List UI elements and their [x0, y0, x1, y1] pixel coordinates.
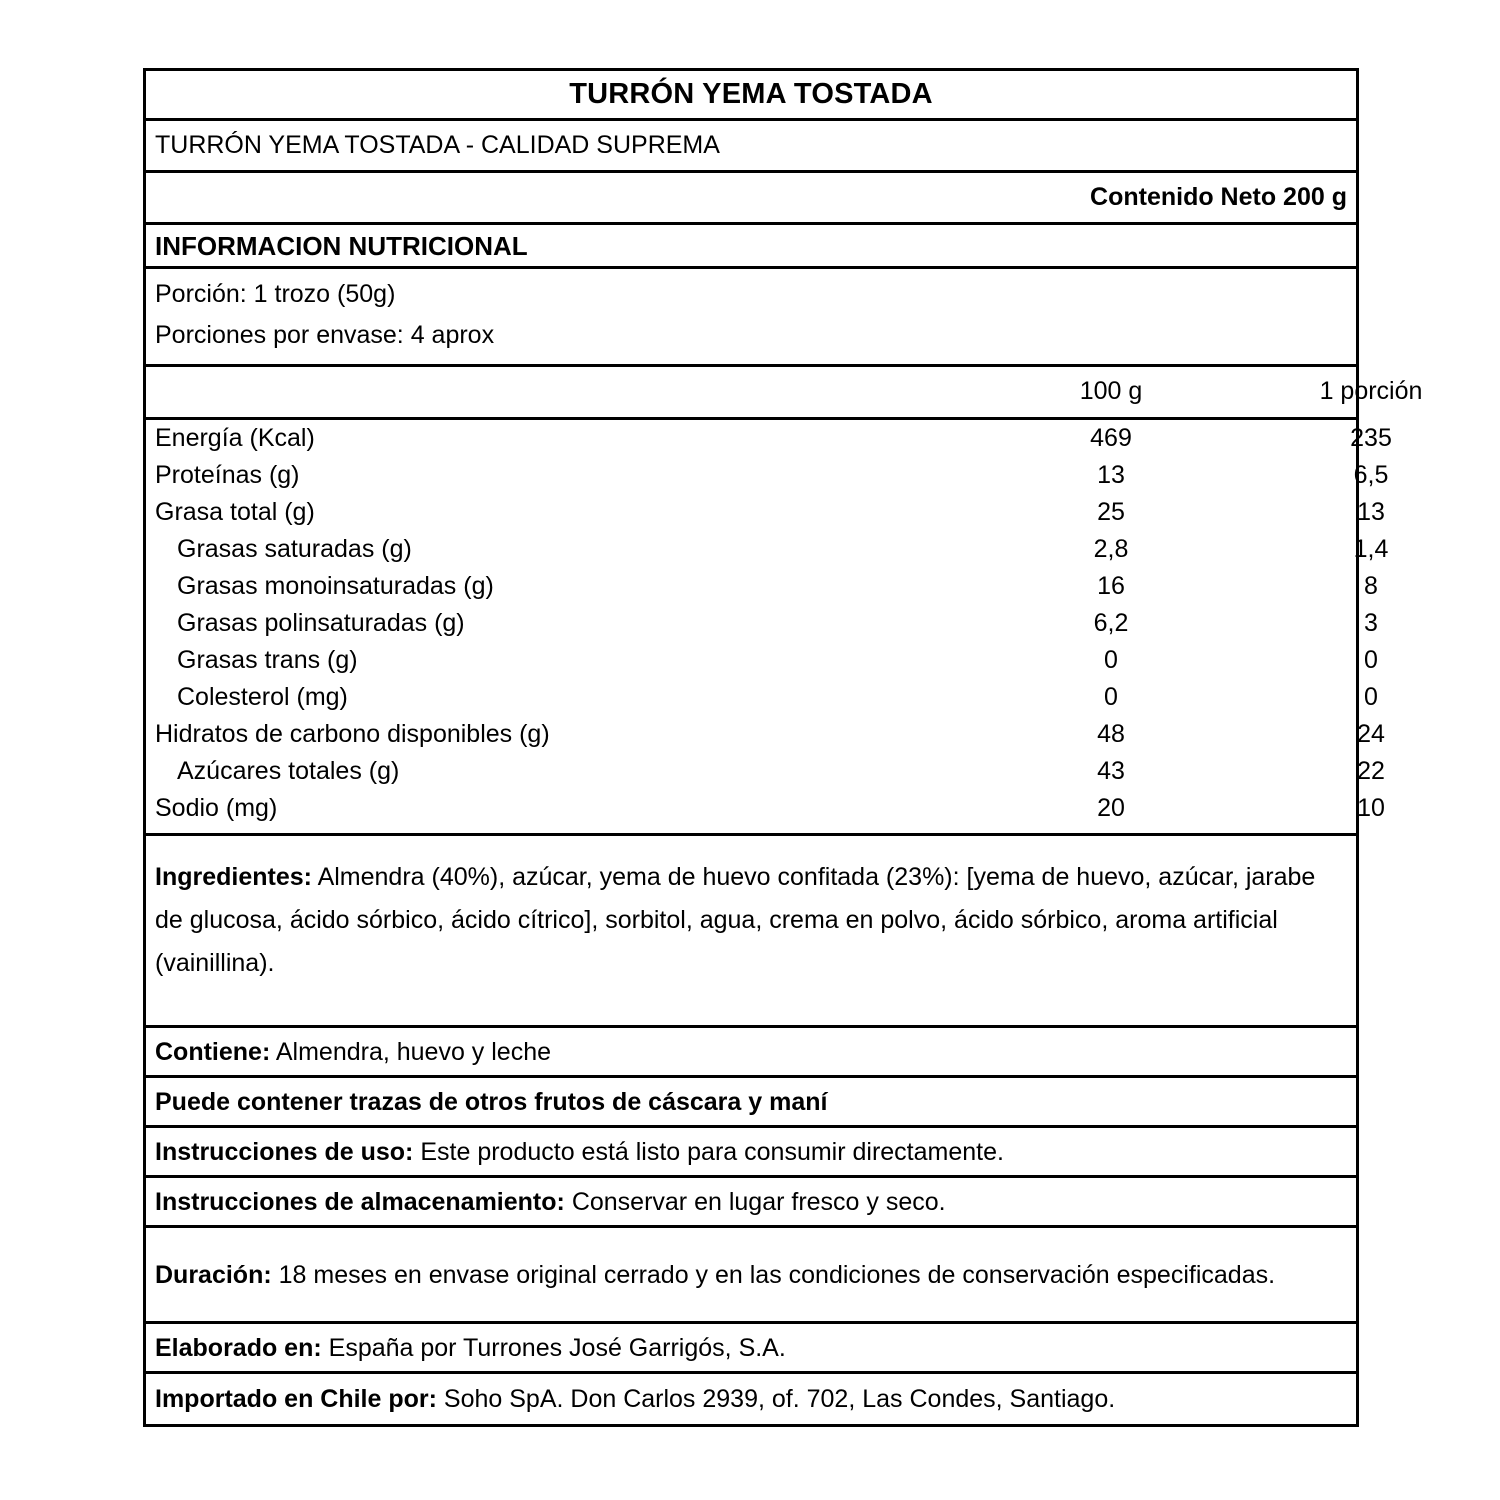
importer-value: Soho SpA. Don Carlos 2939, of. 702, Las Condes, Santiago.	[443, 1385, 1116, 1413]
ingredients-text	[155, 856, 1347, 985]
ingredients-row	[146, 836, 1356, 1028]
contains-label: Contiene:	[155, 1037, 271, 1066]
may-contain-text: Puede contener trazas de otros frutos de cáscara y maní	[155, 1087, 828, 1116]
importer-row	[146, 1374, 1356, 1424]
nutrient-value-100g: 48	[1097, 720, 1125, 748]
product-title-row	[146, 71, 1356, 121]
nutrient-value-100g: 0	[1104, 646, 1118, 674]
nutrient-value-portion: 13	[1357, 498, 1385, 526]
net-content-value: Contenido Neto 200 g	[1090, 183, 1347, 211]
table-row	[146, 570, 1378, 607]
nutrient-value-100g: 0	[1104, 683, 1118, 711]
nutrient-value-portion: 0	[1364, 683, 1378, 711]
nutrient-value-100g: 2,8	[1093, 535, 1129, 563]
nutrient-value-portion: 24	[1357, 720, 1385, 748]
table-row	[146, 681, 1378, 718]
nutrition-column-header-row	[146, 367, 1423, 420]
nutrient-name: Energía (Kcal)	[155, 424, 315, 452]
table-row	[146, 459, 1389, 496]
contains-value: Almendra, huevo y leche	[275, 1037, 552, 1066]
table-row	[146, 496, 1385, 533]
table-row	[146, 755, 1385, 792]
nutrient-value-portion: 1,4	[1353, 535, 1389, 563]
duration-row	[146, 1228, 1356, 1324]
nutrient-name: Hidratos de carbono disponibles (g)	[155, 720, 550, 748]
importer-label: Importado en Chile por:	[155, 1385, 437, 1413]
product-subtitle: TURRÓN YEMA TOSTADA - CALIDAD SUPREMA	[155, 131, 720, 159]
nutrient-name: Sodio (mg)	[155, 794, 278, 822]
nutrient-name: Grasas monoinsaturadas (g)	[177, 572, 494, 600]
storage-instructions-value: Conservar en lugar fresco y seco.	[571, 1187, 946, 1216]
duration-label: Duración:	[155, 1260, 272, 1289]
nutrient-name: Grasas polinsaturadas (g)	[177, 609, 465, 637]
storage-instructions-label: Instrucciones de almacenamiento:	[155, 1187, 565, 1216]
table-row	[146, 607, 1378, 644]
made-in-label: Elaborado en:	[155, 1333, 322, 1362]
nutrient-name: Grasas trans (g)	[177, 646, 358, 674]
may-contain-row	[146, 1078, 1356, 1128]
usage-instructions-row	[146, 1128, 1356, 1178]
nutrient-value-portion: 8	[1364, 572, 1378, 600]
nutrient-name: Colesterol (mg)	[177, 683, 348, 711]
nutrient-name: Grasas saturadas (g)	[177, 535, 412, 563]
contains-row	[146, 1028, 1356, 1078]
nutrient-value-portion: 22	[1357, 757, 1385, 785]
serving-size: Porción: 1 trozo (50g)	[155, 280, 396, 308]
nutrient-value-100g: 16	[1097, 572, 1125, 600]
column-header-100g: 100 g	[1079, 377, 1143, 405]
nutrient-value-portion: 0	[1364, 646, 1378, 674]
nutrient-value-100g: 43	[1097, 757, 1125, 785]
nutrient-value-100g: 13	[1097, 461, 1125, 489]
usage-instructions-value: Este producto está listo para consumir directamente.	[420, 1137, 1004, 1166]
table-row	[146, 792, 1385, 829]
made-in-row	[146, 1324, 1356, 1374]
duration-value: 18 meses en envase original cerrado y en las condiciones de conservación especificadas.	[278, 1260, 1276, 1289]
nutrient-value-portion: 235	[1350, 424, 1392, 452]
nutrient-value-100g: 20	[1097, 794, 1125, 822]
nutrient-value-portion: 3	[1364, 609, 1378, 637]
table-row	[146, 644, 1378, 681]
serving-info-row	[146, 269, 1356, 367]
table-row	[146, 718, 1385, 755]
nutrient-value-100g: 469	[1090, 424, 1132, 452]
made-in-value: España por Turrones José Garrigós, S.A.	[328, 1333, 786, 1362]
usage-instructions-label: Instrucciones de uso:	[155, 1137, 414, 1166]
table-row	[146, 533, 1389, 570]
nutrition-section-heading: INFORMACION NUTRICIONAL	[155, 230, 528, 261]
nutrient-name: Azúcares totales (g)	[177, 757, 400, 785]
nutrient-value-portion: 6,5	[1353, 461, 1389, 489]
nutrient-value-portion: 10	[1357, 794, 1385, 822]
page-title: TURRÓN YEMA TOSTADA	[569, 78, 933, 110]
nutrient-value-100g: 25	[1097, 498, 1125, 526]
nutrient-value-100g: 6,2	[1093, 609, 1129, 637]
nutrition-label-table	[143, 68, 1423, 1427]
nutrition-heading-row	[146, 225, 1356, 269]
column-header-portion: 1 porción	[1319, 377, 1423, 405]
ingredients-value: Almendra (40%), azúcar, yema de huevo confitada (23%): [yema de huevo, azúcar, jarabe de glucosa, ácido sórbico, ácido cítrico], sorbitol, agua, crema en polvo, ácido sórbico, aroma artificial (vainillina).	[155, 863, 1316, 977]
table-row	[146, 422, 1392, 459]
nutrient-name: Proteínas (g)	[155, 461, 300, 489]
net-content-row	[146, 173, 1356, 225]
product-subtitle-row	[146, 121, 1356, 173]
nutrient-name: Grasa total (g)	[155, 498, 315, 526]
storage-instructions-row	[146, 1178, 1356, 1228]
ingredients-label: Ingredientes:	[155, 863, 312, 891]
servings-per-container: Porciones por envase: 4 aprox	[155, 321, 495, 349]
nutrient-rows-container	[146, 420, 1392, 836]
